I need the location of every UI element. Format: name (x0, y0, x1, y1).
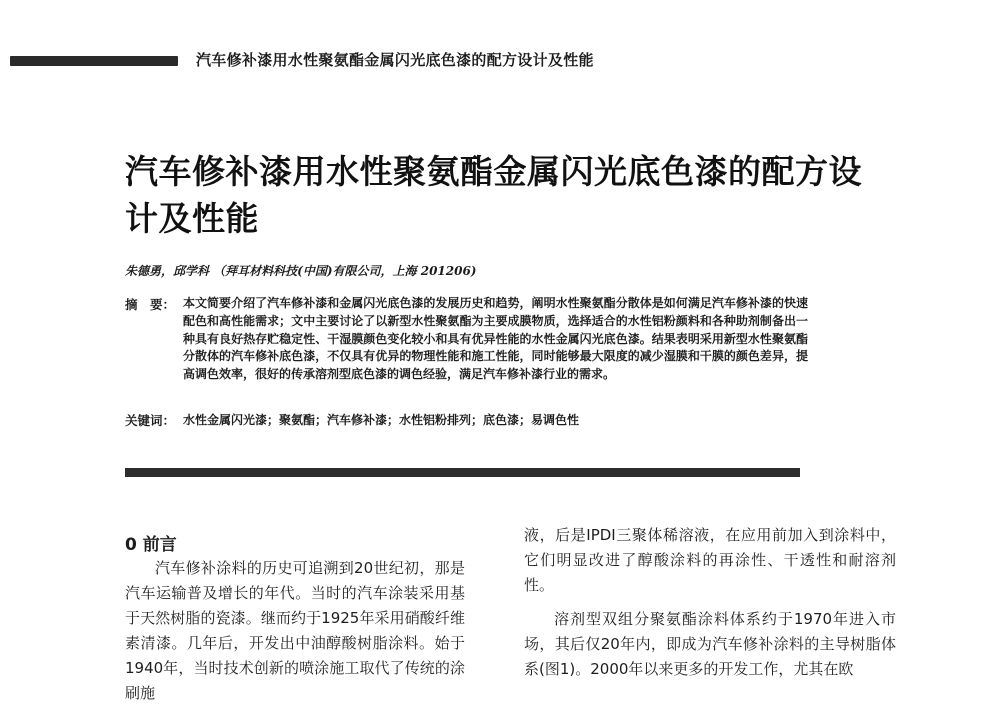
left-column (125, 556, 465, 706)
section-heading: 0 前言 (125, 535, 177, 555)
keywords-label: 关键词： (125, 413, 176, 428)
header-decorative-bar (10, 56, 178, 66)
right-column (524, 523, 896, 682)
right-column-paragraph-2: 溶剂型双组分聚氨酯涂料体系约于1970年进入市场，其后仅20年内，即成为汽车修补涂料的主导树脂体系(图1)。2000年以来更多的开发工作，尤其在欧 (524, 610, 896, 678)
running-header: 汽车修补漆用水性聚氨酯金属闪光底色漆的配方设计及性能 (196, 51, 594, 69)
abstract-text: 本文简要介绍了汽车修补漆和金属闪光底色漆的发展历史和趋势，阐明水性聚氨酯分散体是如何满足汽车修补漆的快速配色和高性能需求；文中主要讨论了以新型水性聚氨酯为主要成膜物质，选择适合的水性铝粉颜料和各种助剂制备出一种具有良好热存贮稳定性、干湿膜颜色变化较小和具有优异性能的水性金属闪光底色漆。结果表明采用新型水性聚氨酯分散体的汽车修补底色漆，不仅具有优异的物理性能和施工性能，同时能够最大限度的减少湿膜和干膜的颜色差异，提高调色效率，很好的传承溶剂型底色漆的调色经验，满足汽车修补漆行业的需求。 (183, 296, 808, 382)
right-column-paragraph-1: 液，后是IPDI三聚体稀溶液，在应用前加入到涂料中，它们明显改进了醇酸涂料的再涂性、干透性和耐溶剂性。 (524, 526, 896, 594)
keywords-text: 水性金属闪光漆；聚氨酯；汽车修补漆；水性铝粉排列；底色漆；易调色性 (183, 413, 580, 427)
authors-affiliation: 朱德勇，邱学科 （拜耳材料科技(中国)有限公司，上海 201206) (125, 264, 477, 278)
article-title: 汽车修补漆用水性聚氨酯金属闪光底色漆的配方设计及性能 (125, 152, 862, 238)
section-divider (125, 468, 800, 477)
abstract-label: 摘 要： (125, 297, 176, 312)
left-column-paragraph: 汽车修补涂料的历史可追溯到20世纪初，那是汽车运输普及增长的年代。当时的汽车涂装采用基于天然树脂的瓷漆。继而约于1925年采用硝酸纤维素清漆。几年后，开发出中油醇酸树脂涂料。始于1940年，当时技术创新的喷涂施工取代了传统的涂刷施 (125, 559, 465, 702)
